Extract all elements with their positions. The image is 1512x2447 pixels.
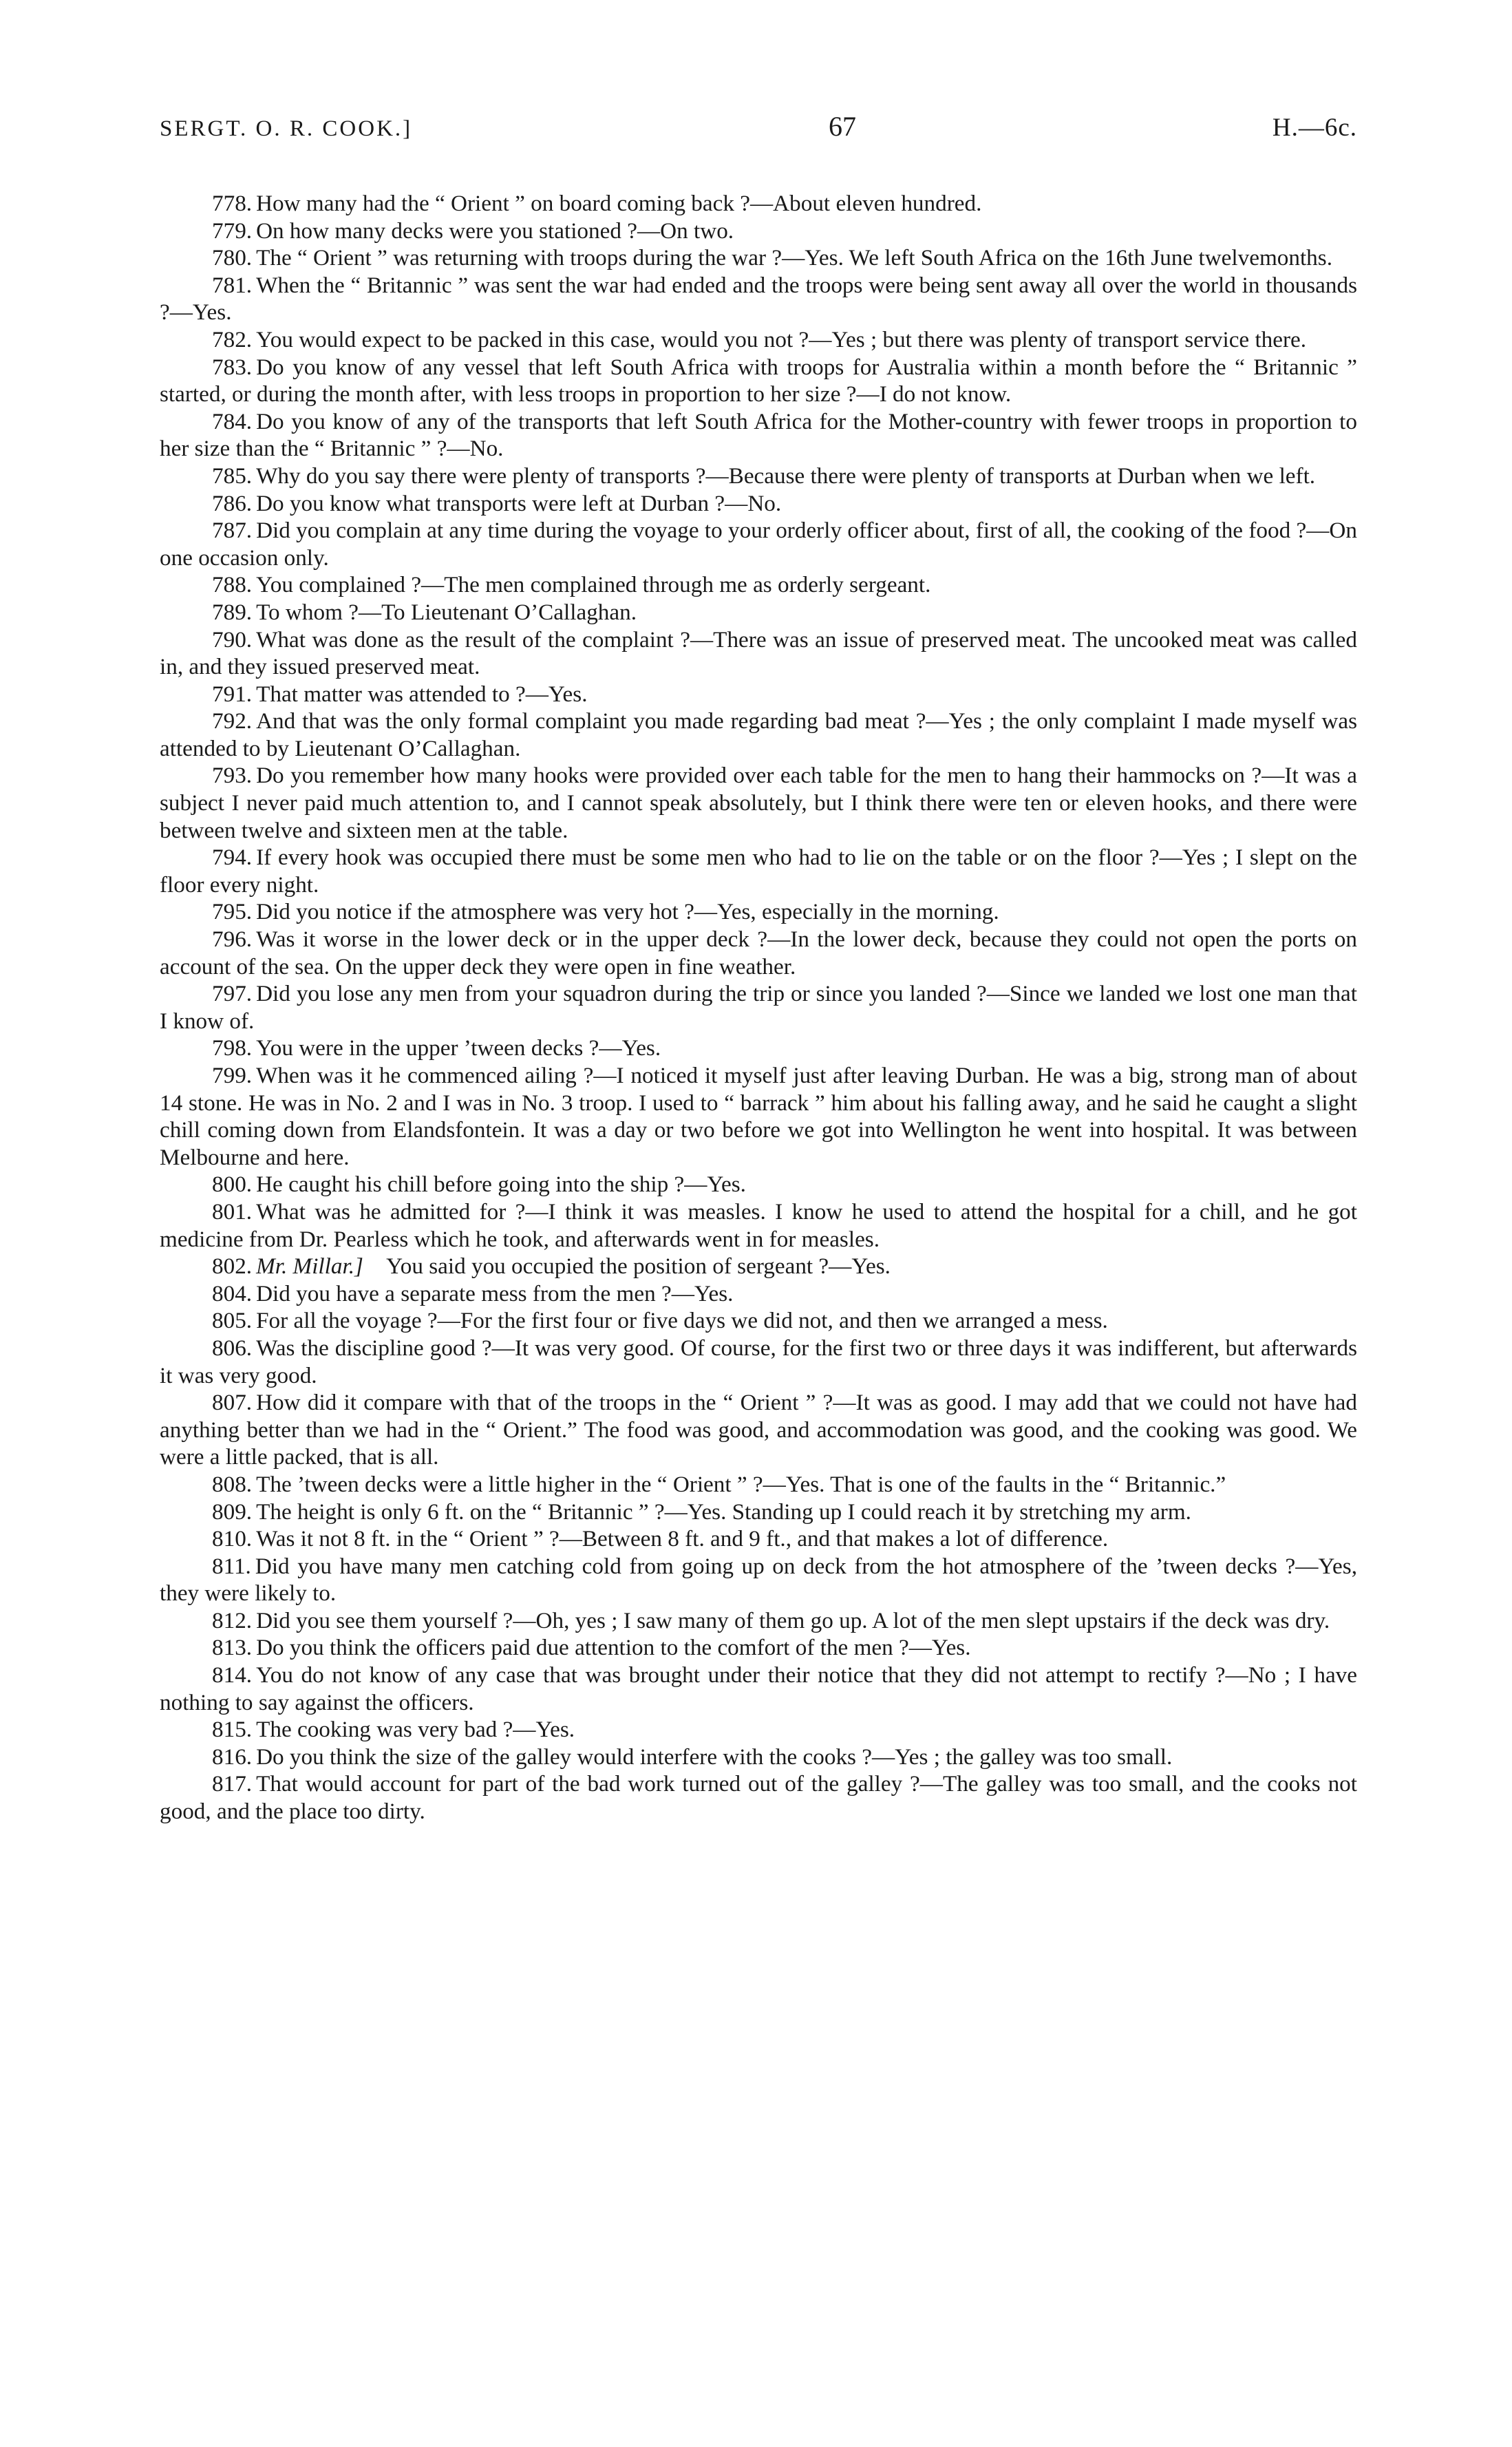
question-number: 786. — [212, 490, 253, 516]
question-paragraph — [160, 1553, 1357, 1607]
question-text: The “ Orient ” was returning with troops during the war ?—Yes. We left South Africa on the 16th June twelvemonths. — [256, 245, 1332, 271]
question-text: Was the discipline good ?—It was very good. Of course, for the first two or three days it was indifferent, but afterwards it was very good. — [160, 1335, 1357, 1388]
witness-name: SERGT. O. R. COOK.] — [160, 116, 413, 141]
question-text: Do you know what transports were left at Durban ?—No. — [256, 490, 782, 516]
question-paragraph — [160, 1335, 1357, 1389]
question-number: 778. — [212, 191, 253, 216]
question-paragraph — [160, 599, 1357, 626]
question-paragraph — [160, 681, 1357, 708]
question-paragraph — [160, 1716, 1357, 1744]
question-number: 797. — [212, 981, 253, 1007]
question-paragraph — [160, 708, 1357, 762]
question-text: If every hook was occupied there must be some men who had to lie on the table or on the floor ?—Yes ; I slept on the floor every night. — [160, 845, 1357, 898]
question-paragraph — [160, 898, 1357, 926]
question-text: Do you think the officers paid due attention to the comfort of the men ?—Yes. — [256, 1635, 971, 1661]
question-paragraph — [160, 1198, 1357, 1253]
question-text: He caught his chill before going into the ship ?—Yes. — [256, 1172, 746, 1198]
question-paragraph — [160, 1389, 1357, 1471]
question-paragraph — [160, 490, 1357, 518]
question-paragraph — [160, 571, 1357, 599]
question-number: 788. — [212, 572, 253, 598]
question-text: Did you have many men catching cold from going up on deck from the hot atmosphere of the ’tween decks ?—Yes, they were likely to. — [160, 1553, 1357, 1607]
question-paragraph — [160, 1471, 1357, 1498]
question-number: 784. — [212, 408, 253, 434]
question-paragraph — [160, 218, 1357, 245]
question-text: Was it not 8 ft. in the “ Orient ” ?—Between 8 ft. and 9 ft., and that makes a lot of difference. — [256, 1526, 1109, 1552]
question-text: Do you know of any of the transports that left South Africa for the Mother-country with fewer troops in proportion to her size than the “ Britannic ” ?—No. — [160, 408, 1357, 462]
question-paragraph — [160, 190, 1357, 218]
question-text: That would account for part of the bad work turned out of the galley ?—The galley was too small, and the cooks not good, and the place too dirty. — [160, 1771, 1357, 1825]
question-paragraph — [160, 1062, 1357, 1171]
question-paragraph — [160, 1770, 1357, 1825]
page-number: 67 — [829, 111, 856, 142]
question-number: 816. — [212, 1744, 253, 1770]
question-number: 810. — [212, 1526, 253, 1552]
question-number: 795. — [212, 899, 253, 925]
question-paragraph — [160, 762, 1357, 844]
question-paragraph — [160, 1307, 1357, 1335]
question-text: Did you notice if the atmosphere was very hot ?—Yes, especially in the morning. — [256, 899, 999, 925]
speaker-name: Mr. Millar.] — [256, 1253, 363, 1280]
question-text: Did you complain at any time during the voyage to your orderly officer about, first of all, the cooking of the food ?—On one occasion only. — [160, 518, 1357, 571]
question-text: You were in the upper ’tween decks ?—Yes. — [256, 1035, 661, 1061]
question-number: 808. — [212, 1471, 253, 1497]
question-paragraph — [160, 1634, 1357, 1662]
question-number: 792. — [212, 708, 253, 734]
question-number: 805. — [212, 1308, 253, 1334]
question-number: 807. — [212, 1390, 253, 1416]
question-text: To whom ?—To Lieutenant O’Callaghan. — [256, 599, 637, 625]
question-text: When the “ Britannic ” was sent the war had ended and the troops were being sent away all over the world in thousands ?—Yes. — [160, 272, 1357, 326]
question-paragraph — [160, 626, 1357, 681]
question-paragraph — [160, 517, 1357, 571]
question-text: When was it he commenced ailing ?—I noticed it myself just after leaving Durban. He was a big, strong man of about 14 stone. He was in No. 2 and I was in No. 3 troop. I used to “ barrack ” him about his falling away, and he said he caught a slight chill coming down from Elandsfontein. It was a day or two before we got into Wellington he went into hospital. It was between Melbourne and here. — [160, 1063, 1357, 1170]
question-paragraph — [160, 1253, 1357, 1280]
question-paragraph — [160, 272, 1357, 326]
question-number: 815. — [212, 1717, 253, 1743]
question-number: 782. — [212, 326, 253, 352]
page-header — [160, 110, 1357, 165]
question-paragraph — [160, 354, 1357, 408]
question-paragraph — [160, 1662, 1357, 1716]
question-number: 799. — [212, 1063, 253, 1088]
question-number: 811. — [212, 1553, 251, 1579]
question-number: 801. — [212, 1198, 253, 1225]
question-number: 804. — [212, 1280, 253, 1306]
question-number: 789. — [212, 599, 253, 625]
question-paragraph — [160, 1171, 1357, 1198]
question-number: 813. — [212, 1635, 253, 1661]
question-number: 781. — [212, 272, 253, 298]
question-paragraph — [160, 463, 1357, 490]
question-number: 791. — [212, 681, 253, 707]
question-number: 798. — [212, 1035, 253, 1061]
question-number: 814. — [212, 1662, 253, 1688]
question-text: What was he admitted for ?—I think it was measles. I know he used to attend the hospital for a chill, and he got medicine from Dr. Pearless which he took, and afterwards went in for measles. — [160, 1198, 1357, 1252]
question-text: Did you lose any men from your squadron during the trip or since you landed ?—Since we landed we lost one man that I know of. — [160, 981, 1357, 1034]
question-paragraph — [160, 326, 1357, 354]
question-paragraph — [160, 1744, 1357, 1771]
question-text: Why do you say there were plenty of transports ?—Because there were plenty of transports at Durban when we left. — [256, 463, 1316, 489]
question-text: What was done as the result of the complaint ?—There was an issue of preserved meat. The uncooked meat was called in, and they issued preserved meat. — [160, 626, 1357, 680]
question-number: 787. — [212, 518, 253, 544]
question-number: 800. — [212, 1172, 253, 1198]
question-number: 785. — [212, 463, 253, 489]
question-number: 783. — [212, 354, 253, 380]
question-paragraph — [160, 408, 1357, 463]
question-number: 817. — [212, 1771, 253, 1797]
question-text: How did it compare with that of the troops in the “ Orient ” ?—It was as good. I may add that we could not have had anything better than we had in the “ Orient.” The food was good, and accommodation was good, and the cooking was good. We were a little packed, that is all. — [160, 1390, 1357, 1470]
question-text: For all the voyage ?—For the first four or five days we did not, and then we arranged a mess. — [256, 1308, 1108, 1334]
question-paragraph — [160, 1498, 1357, 1526]
question-number: 796. — [212, 926, 253, 953]
question-text: You do not know of any case that was brought under their notice that they did not attempt to rectify ?—No ; I have nothing to say against the officers. — [160, 1662, 1357, 1715]
question-text: On how many decks were you stationed ?—On two. — [256, 218, 734, 244]
question-text: How many had the “ Orient ” on board coming back ?—About eleven hundred. — [256, 191, 982, 216]
document-reference: H.—6c. — [1272, 114, 1357, 142]
question-text: And that was the only formal complaint you made regarding bad meat ?—Yes ; the only complaint I made myself was attended to by Lieutenant O’Callaghan. — [160, 708, 1357, 761]
question-paragraph — [160, 1280, 1357, 1308]
question-number: 812. — [212, 1607, 253, 1633]
question-number: 794. — [212, 845, 253, 871]
question-number: 793. — [212, 763, 253, 789]
question-text: Was it worse in the lower deck or in the upper deck ?—In the lower deck, because they could not open the ports on account of the sea. On the upper deck they were open in fine weather. — [160, 926, 1357, 979]
question-number: 790. — [212, 626, 253, 653]
question-text: Did you see them yourself ?—Oh, yes ; I saw many of them go up. A lot of the men slept upstairs if the deck was dry. — [256, 1607, 1330, 1633]
question-text: You said you occupied the position of sergeant ?—Yes. — [386, 1253, 891, 1280]
question-number: 806. — [212, 1335, 253, 1361]
question-text: Do you know of any vessel that left South Africa with troops for Australia within a month before the “ Britannic ” started, or during the month after, with less troops in proportion to her size ?—I do not know. — [160, 354, 1357, 407]
question-text: Do you think the size of the galley would interfere with the cooks ?—Yes ; the galley was too small. — [256, 1744, 1173, 1770]
question-text: The height is only 6 ft. on the “ Britannic ” ?—Yes. Standing up I could reach it by stretching my arm. — [256, 1498, 1191, 1525]
question-number: 779. — [212, 218, 253, 244]
question-text: Did you have a separate mess from the men ?—Yes. — [256, 1280, 734, 1306]
question-paragraph — [160, 1525, 1357, 1553]
question-paragraph — [160, 844, 1357, 898]
question-number: 780. — [212, 245, 253, 271]
testimony-body — [160, 190, 1357, 1825]
question-paragraph — [160, 1035, 1357, 1062]
question-paragraph — [160, 1607, 1357, 1635]
question-number: 802. — [212, 1253, 253, 1280]
question-text: That matter was attended to ?—Yes. — [256, 681, 588, 707]
question-paragraph — [160, 244, 1357, 272]
question-text: You would expect to be packed in this case, would you not ?—Yes ; but there was plenty of transport service there. — [256, 326, 1307, 352]
question-number: 809. — [212, 1498, 253, 1525]
question-text: The cooking was very bad ?—Yes. — [256, 1717, 575, 1743]
question-text: The ’tween decks were a little higher in the “ Orient ” ?—Yes. That is one of the faults in the “ Britannic.” — [256, 1471, 1226, 1497]
question-paragraph — [160, 980, 1357, 1035]
question-text: You complained ?—The men complained through me as orderly sergeant. — [256, 572, 931, 598]
question-text: Do you remember how many hooks were provided over each table for the men to hang their hammocks on ?—It was a subject I never paid much attention to, and I cannot speak absolutely, but I think there were ten or eleven hooks, and there were between twelve and sixteen men at the table. — [160, 763, 1357, 843]
question-paragraph — [160, 926, 1357, 980]
